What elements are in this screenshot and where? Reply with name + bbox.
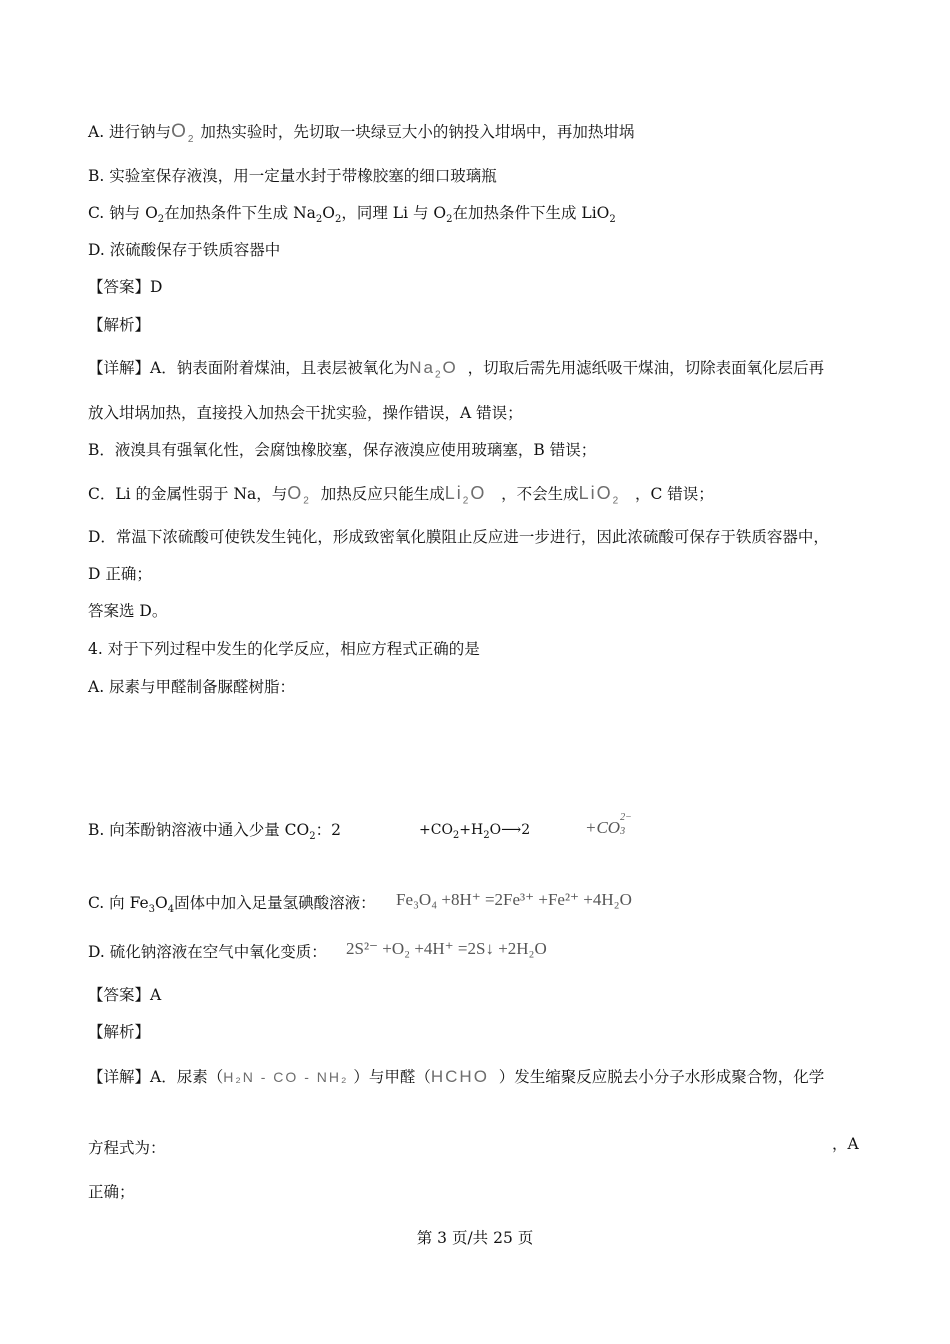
q3-detail-a: 【详解】A．钠表面附着煤油，且表层被氧化为$Na_2O$ ，切取后需先用滤纸吸干煤油，切除表面氧化层后再 bbox=[88, 358, 825, 381]
q4-analysis-heading: 【解析】 bbox=[88, 1023, 151, 1041]
svg-text:O: O bbox=[577, 1111, 590, 1130]
svg-text:nH2N−C−NH2+nHCHO: n $H_2N-C-NH_2+nHCHO$ bbox=[90, 741, 260, 763]
svg-text:OH: OH bbox=[713, 1141, 738, 1160]
carbonate-ion: +CO 3 2− bbox=[585, 812, 632, 837]
q3-option-a: A. 进行钠与$O_2$ 加热实验时，先切取一块绿豆大小的钠投入坩埚中，再加热坩埚 bbox=[88, 121, 635, 145]
q4-option-b: B. 向苯酚钠溶液中通入少量 $CO_2$：2 bbox=[88, 821, 341, 843]
svg-text:O: O bbox=[373, 783, 386, 802]
q3-option-b: B. 实验室保存液溴，用一定量水封于带橡胶塞的细口玻璃瓶 bbox=[88, 167, 497, 185]
q4-option-c-equation: Fe₃O₄ +8H⁺ =2Fe³⁺ +Fe²⁺ +4H₂O bbox=[396, 890, 632, 909]
q4-option-b-reactants: $+CO_2+H_2O⟶2$ bbox=[419, 822, 531, 841]
q3-option-c: C. 钠与 $O_2$在加热条件下生成 $Na_2O_2$，同理 Li 与 $O_2$在加热条件下生成 LiO$_2$ bbox=[88, 204, 616, 226]
carbonyl-o-left: O bbox=[160, 710, 173, 729]
q3-detail-d: D．常温下浓硫酸可使铁发生钝化，形成致密氧化膜阻止反应进一步进行，因此浓硫酸可保存于铁质容器中， bbox=[88, 528, 829, 546]
q3-detail-d-cont: D 正确； bbox=[88, 565, 152, 583]
q3-detail-b: B．液溴具有强氧化性，会腐蚀橡胶塞，保存液溴应使用玻璃塞，B 错误； bbox=[88, 441, 597, 459]
svg-text:n: n bbox=[620, 761, 626, 773]
svg-text:-: - bbox=[386, 781, 390, 793]
svg-text:OH: OH bbox=[628, 741, 653, 760]
svg-text:一定条件: 一定条件 bbox=[307, 728, 379, 748]
svg-text:HN−C−NH−CH2: $HN-C-NH-CH_2$ bbox=[433, 741, 552, 763]
svg-text:H: H bbox=[409, 741, 422, 760]
q3-answer: 【答案】D bbox=[88, 278, 163, 296]
svg-text:+(n-1)H2O: $+(n-1)H_2O$ bbox=[656, 741, 730, 763]
svg-text:nH2N−C−NH2+nHCHO: n $H_2N-C-NH_2+nHCHO$ bbox=[174, 1141, 344, 1163]
page-footer: 第 3 页/共 25 页 bbox=[416, 1229, 534, 1247]
q3-detail-c: C．Li 的金属性弱于 Na，与$O_2$ 加热反应只能生成$Li_2O$ ，不会生成LiO$_2$ ，C 错误； bbox=[88, 483, 714, 507]
q4-detail-a-prefix: 方程式为： bbox=[88, 1139, 166, 1157]
q3-option-d: D. 浓硫酸保存于铁质容器中 bbox=[88, 241, 281, 259]
carbonyl-o-right: O bbox=[492, 710, 505, 729]
q4-detail-a-end: 正确； bbox=[88, 1183, 135, 1201]
svg-text:H: H bbox=[494, 1141, 507, 1160]
q4-option-a: A. 尿素与甲醛制备脲醛树脂： bbox=[88, 678, 296, 696]
q4-detail-a: 【详解】A．尿素（H₂N - CO - NH₂ ）与甲醛（HCHO ）发生缩聚反应脱去小分子水形成聚合物，化学 bbox=[88, 1067, 825, 1086]
q4-answer: 【答案】A bbox=[88, 986, 162, 1004]
q4-option-d-equation: 2S²⁻ +O₂ +4H⁺ =2S↓ +2H₂O bbox=[346, 939, 547, 958]
svg-text:n: n bbox=[705, 1161, 711, 1173]
svg-text:+(n-1)H2O: $+(n-1)H_2O$ bbox=[741, 1141, 815, 1163]
q4-stem: 4. 对于下列过程中发生的化学反应，相应方程式正确的是 bbox=[88, 640, 480, 658]
svg-text:HN−C−NH−CH2: $HN-C-NH-CH_2$ bbox=[518, 1141, 637, 1163]
q4-option-d: D. 硫化钠溶液在空气中氧化变质： bbox=[88, 943, 327, 961]
q3-analysis-heading: 【解析】 bbox=[88, 316, 151, 334]
q4-option-c: C. 向 $Fe_3O_4$固体中加入足量氢碘酸溶液： bbox=[88, 894, 376, 916]
svg-text:O: O bbox=[240, 1111, 253, 1130]
svg-text:OH: OH bbox=[543, 783, 568, 802]
q4-detail-a-suffix: ，A bbox=[832, 1135, 859, 1153]
q3-conclusion: 答案选 D。 bbox=[88, 602, 168, 620]
svg-text:一定条件: 一定条件 bbox=[392, 1128, 464, 1148]
q3-detail-a-cont: 放入坩埚加热，直接投入加热会干扰实验，操作错误，A 错误； bbox=[88, 404, 523, 422]
